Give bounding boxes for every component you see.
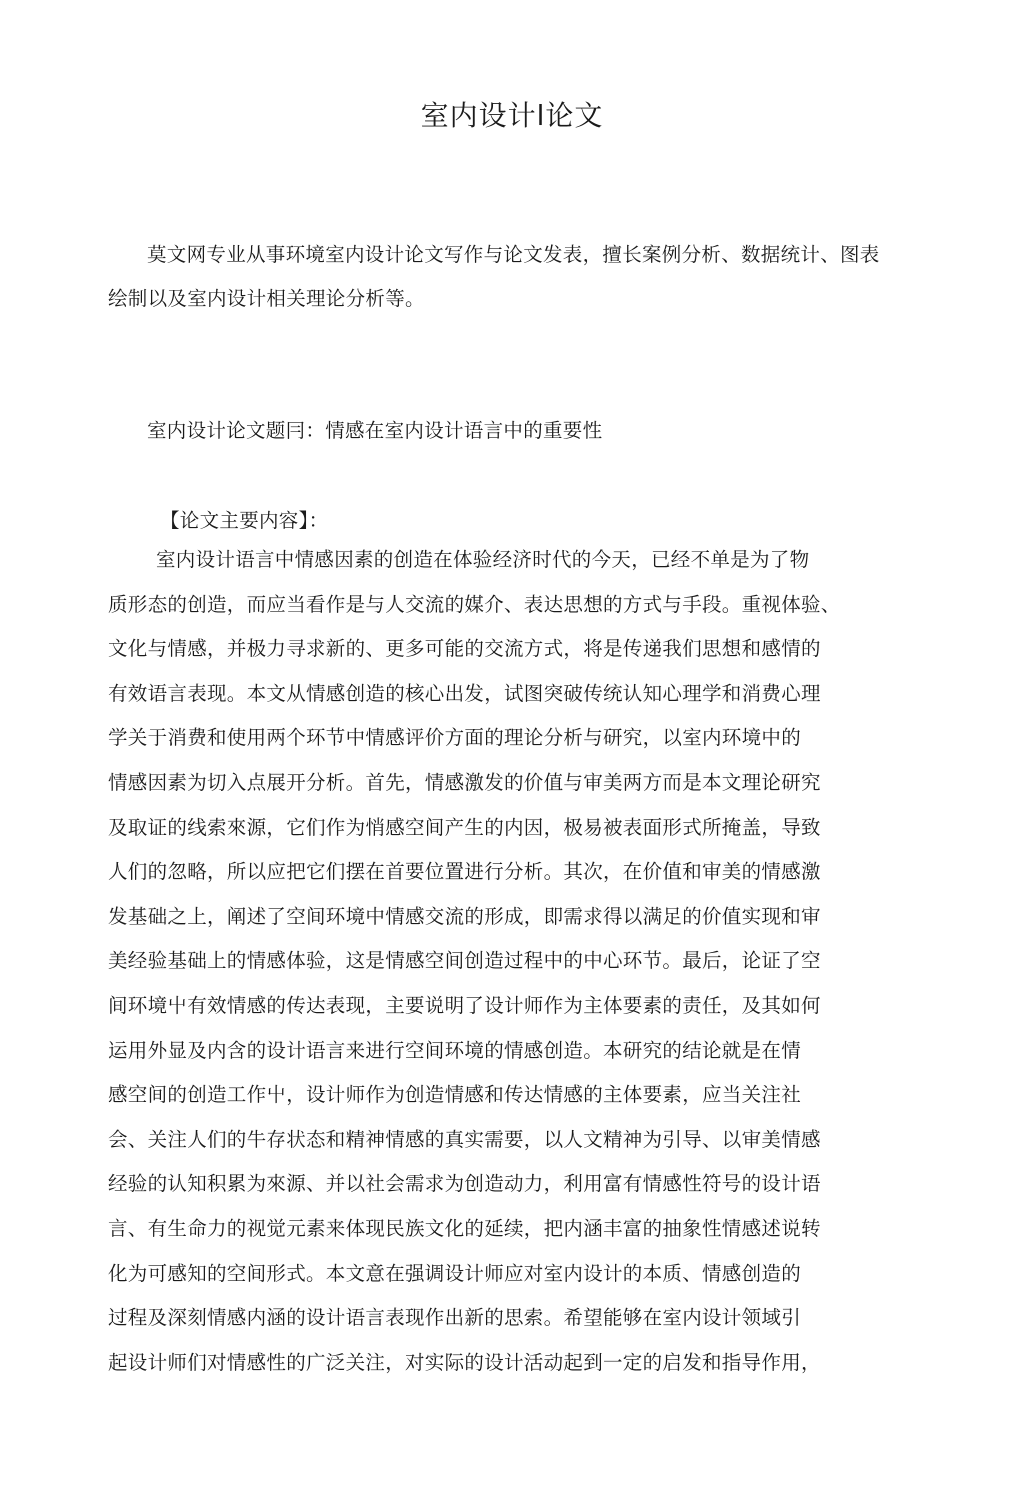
summary-line: 学关于消费和使用两个环节中情感评价方面的理论分析与研究，以室内环境中的: [108, 726, 802, 750]
summary-line: 发基础之上，阐述了空间环境中情感交流的形成，即需求得以满足的价值实现和审: [108, 904, 821, 928]
summary-line: 间环境屮有效情感的传达表现，主要说明了设计师作为主体要素的责任，及其如何: [108, 994, 821, 1017]
summary-line: 质形态的创造，而应当看作是与人交流的媒介、表达思想的方式与手段。重视体验、: [108, 592, 841, 616]
document-title: 室内设计l论文: [420, 99, 604, 132]
summary-heading: 【论文主要内容】：: [160, 509, 329, 532]
summary-line: 及取证的线索來源，它们作为悄感空间产生的内因，极易被表面形式所掩盖，导致: [108, 815, 821, 839]
summary-line: 美经验基础上的情感体验，这是情感空间创造过程中的中心环节。最后，论证了空: [108, 949, 821, 973]
intro-paragraph: 莫文网专业从事环境室内设计论文写作与论文发表，擅长案例分析、数据统计、图表绘制以及室内设计相关理论分析等。: [108, 243, 880, 310]
topic-line: 室内设计论文题冃：情感在室内设计语言中的重要性: [147, 419, 603, 442]
summary-line: 感空间的创造工作屮，设计师作为创造情感和传达情感的主体要素，应当关注社: [108, 1083, 802, 1107]
summary-line: 经验的认知积累为來源、并以社会需求为创造动力，利用富有情感性符号的设计语: [108, 1172, 821, 1196]
summary-line: 人们的忽略，所以应把它们摆在首要位置进行分析。其次，在价值和审美的情感激: [108, 860, 821, 884]
summary-line: 情感因素为切入点展开分析。首先，情感激发的价值与审美两方而是本文理论研究: [108, 771, 821, 794]
summary-line: 言、有生命力的视觉元素来体现民族文化的延续，把内涵丰富的抽象性情感述说转: [108, 1217, 821, 1240]
summary-line: 室内设计语言中情感因素的创造在体验经济时代的今天，已经不单是为了物: [156, 548, 810, 571]
summary-line: 运用外显及内含的设计语言来进行空间环境的情感创造。本研究的结论就是在情: [108, 1038, 802, 1062]
summary-line: 文化与情感，并极力寻求新的、更多可能的交流方式，将是传递我们思想和感情的: [108, 637, 821, 661]
summary-line: 有效语言表现。本文从情感创造的核心出发，试图突破传统认知心理学和消费心理: [108, 681, 821, 705]
summary-line: 化为可感知的空间形式。本文意在强调设计师应对室内设计的本质、情感创造的: [108, 1261, 802, 1285]
summary-line: 过程及深刻情感内涵的设计语言表现作出新的思索。希望能够在室内设计领域引: [108, 1306, 802, 1330]
summary-line: 会、关注人们的牛存状态和精神情感的真实需要，以人文精神为引导、以审美情感: [108, 1127, 821, 1151]
summary-line: 起设计师们对情感性的广泛关注，对实际的设计活动起到一定的启发和指导作用，: [108, 1350, 821, 1374]
